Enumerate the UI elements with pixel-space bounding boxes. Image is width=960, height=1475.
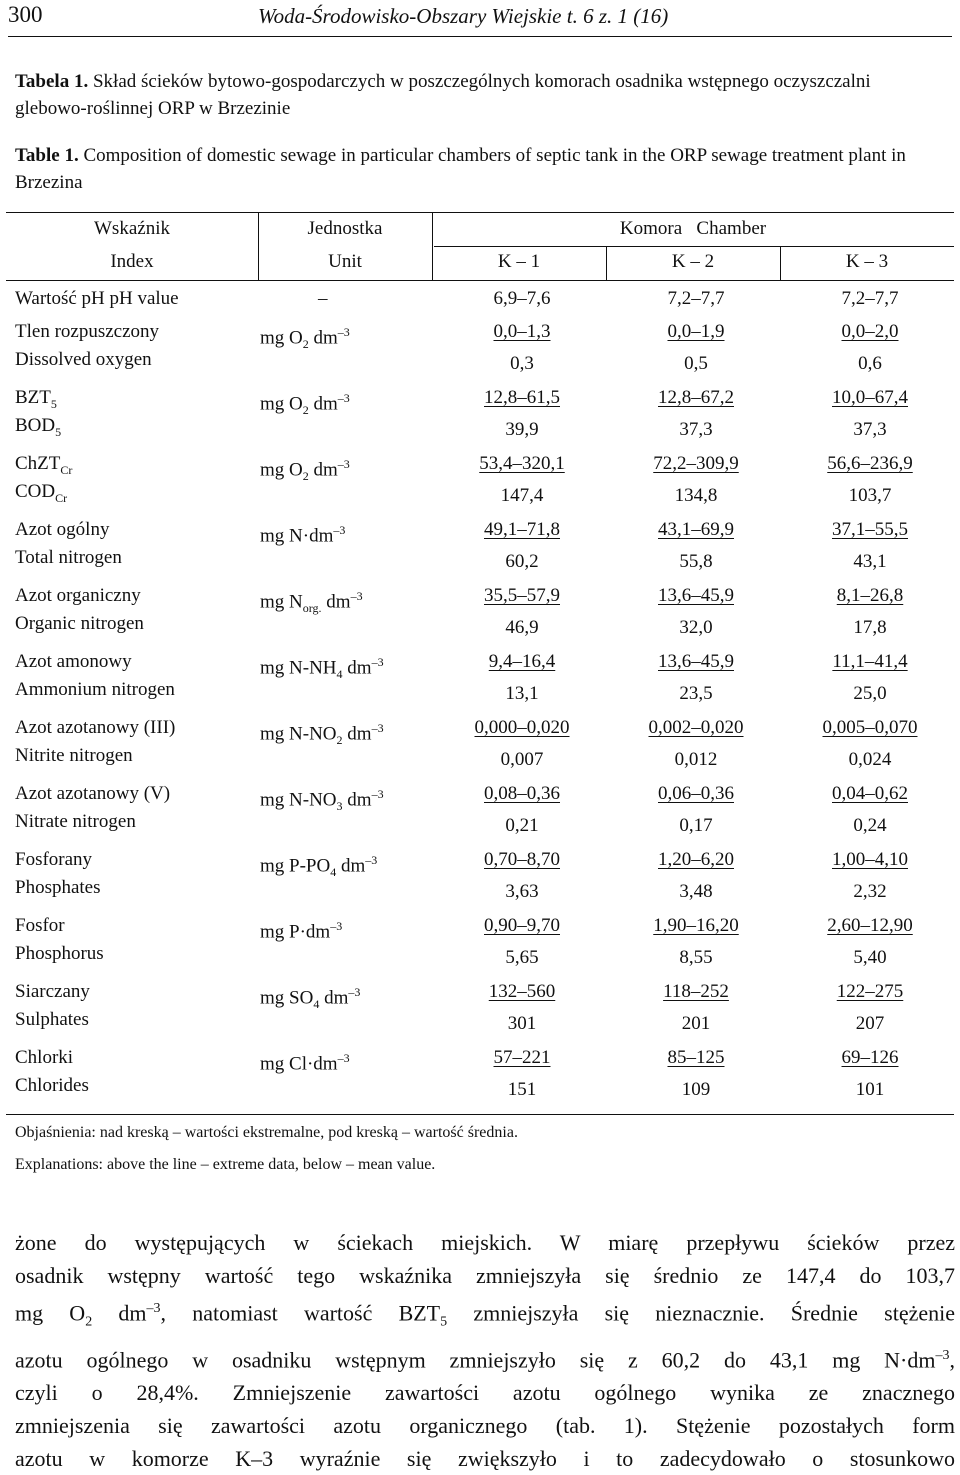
cell-range-k2 (608, 648, 784, 676)
row-label-en-sub: Cr (55, 490, 68, 505)
body-line: zmniejszenia się zawartości azotu organicznego (tab. 1). Stężenie pozostałych form (15, 1413, 955, 1439)
header-rule (8, 36, 952, 37)
ph-k3: 7,2–7,7 (841, 288, 899, 309)
row-label-pl-text: Fosforany (15, 849, 93, 870)
cell-mean-k3: 2,32 (853, 881, 887, 902)
table-head-rule (6, 280, 954, 281)
cell-mean-k1: 0,3 (510, 353, 534, 374)
cell-range-k1 (434, 450, 610, 478)
cell-range-k3 (782, 318, 958, 346)
caption-english-label: Table 1. (15, 145, 79, 166)
range-value: 8,1–26,8 (836, 585, 904, 606)
cell-mean-k2: 0,5 (684, 353, 708, 374)
range-value: 13,6–45,9 (658, 585, 734, 606)
range-value: 11,1–41,4 (832, 651, 908, 672)
row-label-en (15, 478, 67, 512)
page-number: 300 (8, 2, 43, 27)
table-bottom-rule (6, 1114, 954, 1115)
range-value: 0,002–0,020 (648, 717, 744, 738)
unit-superscript: –3 (371, 787, 384, 801)
cell-range-k3 (782, 582, 958, 610)
row-label-en-sub: 5 (55, 424, 62, 439)
row-label-pl-text: ChZT (15, 453, 61, 474)
cell-range-k3 (782, 648, 958, 676)
cell-mean-k1: 3,63 (505, 881, 539, 902)
cell-mean-k1: 46,9 (505, 617, 539, 638)
row-label-pl (15, 648, 132, 676)
cell-mean-k3: 43,1 (853, 551, 887, 572)
ph-k2: 7,2–7,7 (667, 288, 725, 309)
body-line-part: mg O (15, 1300, 86, 1326)
row-label-en-text: Nitrate nitrogen (15, 811, 136, 832)
row-unit (260, 384, 350, 424)
row-label-pl (15, 912, 65, 940)
row-label-pl-text: Azot ogólny (15, 519, 110, 540)
unit-superscript: –3 (371, 655, 384, 669)
header-k1: K – 1 (497, 251, 541, 272)
cell-mean-k1: 0,007 (500, 749, 544, 770)
cell-mean-k3: 5,40 (853, 947, 887, 968)
cell-range-k2 (608, 780, 784, 808)
range-value: 9,4–16,4 (488, 651, 556, 672)
row-label-en-text: COD (15, 481, 56, 502)
row-label-en (15, 1006, 89, 1034)
ph-label: Wartość pH pH value (15, 288, 179, 309)
row-label-pl-text: BZT (15, 387, 51, 408)
unit-superscript: –3 (330, 919, 343, 933)
body-line: azotu w komorze K–3 wyraźnie się zwiększyło i to zadecydowało o stosunkowo (15, 1446, 955, 1472)
body-paragraph (15, 1226, 955, 1475)
cell-mean-k3: 0,024 (848, 749, 892, 770)
cell-range-k3 (782, 384, 958, 412)
unit-dm: dm (342, 657, 372, 679)
cell-mean-k2: 32,0 (679, 617, 713, 638)
range-value: 1,00–4,10 (832, 849, 908, 870)
ph-k1: 6,9–7,6 (493, 288, 551, 309)
cell-range-k1 (434, 714, 610, 742)
row-label-pl-text: Azot azotanowy (V) (15, 783, 171, 804)
cell-mean-k2: 0,17 (679, 815, 713, 836)
row-unit (260, 516, 345, 550)
row-unit (260, 714, 384, 754)
cell-mean-k2: 109 (681, 1079, 711, 1100)
body-line-part: dm (92, 1300, 147, 1326)
cell-range-k3 (782, 846, 958, 874)
unit-subscript: 2 (302, 403, 309, 418)
row-label-pl (15, 846, 92, 874)
cell-range-k2 (608, 384, 784, 412)
cell-mean-k2: 8,55 (679, 947, 713, 968)
range-value: 35,5–57,9 (484, 585, 560, 606)
row-label-pl (15, 516, 109, 544)
row-label-pl (15, 318, 159, 346)
unit-base: mg O (260, 393, 303, 415)
row-label-en (15, 346, 152, 374)
cell-range-k3 (782, 912, 958, 940)
header-unit-pl: Jednostka (307, 218, 383, 239)
cell-range-k1 (434, 978, 610, 1006)
caption-polish-text: Skład ścieków bytowo-gospodarczych w poszczególnych komorach osadnika wstępnego oczyszczalni glebowo-roślinnej ORP w Brzezinie (15, 71, 871, 119)
unit-dm: dm (308, 459, 338, 481)
unit-base: mg N (260, 591, 303, 613)
header-indicator-pl: Wskaźnik (94, 218, 170, 239)
row-label-pl-text: Azot azotanowy (III) (15, 717, 176, 738)
row-label-pl-sub: Cr (60, 462, 73, 477)
caption-english-text: Composition of domestic sewage in particular chambers of septic tank in the ORP sewage treatment plant in Brzezina (15, 145, 906, 193)
unit-dm: dm (321, 591, 351, 613)
unit-subscript: 4 (336, 667, 343, 682)
range-value: 0,04–0,62 (832, 783, 908, 804)
range-value: 0,08–0,36 (484, 783, 560, 804)
row-label-en-text: Sulphates (15, 1009, 89, 1030)
cell-range-k2 (608, 978, 784, 1006)
row-label-en-text: Organic nitrogen (15, 613, 144, 634)
body-line-part: , (949, 1347, 955, 1373)
cell-mean-k2: 23,5 (679, 683, 713, 704)
row-unit (260, 780, 384, 820)
body-line-part: azotu ogólnego w osadniku wstępnym zmniejszyło się z 60,2 do 43,1 mg N·dm (15, 1347, 936, 1373)
cell-range-k2 (608, 714, 784, 742)
range-value: 56,6–236,9 (827, 453, 913, 474)
cell-range-k3 (782, 714, 958, 742)
cell-mean-k1: 5,65 (505, 947, 539, 968)
cell-mean-k2: 201 (681, 1013, 711, 1034)
range-value: 0,0–1,9 (667, 321, 725, 342)
row-label-en-text: Dissolved oxygen (15, 349, 152, 370)
body-superscript: –3 (146, 1301, 161, 1316)
unit-subscript: 4 (313, 997, 320, 1012)
unit-superscript: –3 (337, 457, 350, 471)
range-value: 1,90–16,20 (653, 915, 739, 936)
unit-dm: dm (342, 723, 372, 745)
ph-unit: – (318, 288, 328, 309)
range-value: 0,70–8,70 (484, 849, 560, 870)
row-label-en (15, 676, 175, 704)
cell-range-k3 (782, 780, 958, 808)
unit-subscript: 2 (302, 337, 309, 352)
cell-mean-k2: 0,012 (674, 749, 718, 770)
cell-range-k2 (608, 450, 784, 478)
cell-range-k1 (434, 648, 610, 676)
row-label-pl-text: Siarczany (15, 981, 90, 1002)
unit-base: mg N-NO (260, 789, 337, 811)
range-value: 1,20–6,20 (658, 849, 734, 870)
row-label-pl (15, 582, 141, 610)
cell-mean-k3: 103,7 (848, 485, 892, 506)
unit-superscript: –3 (348, 985, 361, 999)
row-label-pl (15, 1044, 73, 1072)
range-value: 43,1–69,9 (658, 519, 734, 540)
table-top-rule (6, 212, 954, 213)
row-label-en (15, 940, 104, 968)
unit-superscript: –3 (337, 391, 350, 405)
cell-mean-k1: 0,21 (505, 815, 539, 836)
unit-superscript: –3 (337, 1051, 350, 1065)
row-label-pl (15, 714, 175, 742)
body-line-part: osadnik wstępny wartość tego wskaźnika zmniejszyła się średnio ze 147,4 do 103,7 (15, 1263, 955, 1288)
unit-base: mg Cl·dm (260, 1053, 338, 1075)
cell-mean-k3: 0,24 (853, 815, 887, 836)
row-label-pl-text: Fosfor (15, 915, 65, 936)
cell-range-k1 (434, 384, 610, 412)
cell-mean-k1: 39,9 (505, 419, 539, 440)
unit-superscript: –3 (337, 325, 350, 339)
cell-range-k2 (608, 912, 784, 940)
cell-range-k3 (782, 450, 958, 478)
caption-polish (15, 68, 945, 122)
header-indicator-en: Index (110, 251, 154, 272)
cell-mean-k1: 147,4 (500, 485, 544, 506)
cell-range-k1 (434, 846, 610, 874)
row-label-pl (15, 978, 90, 1006)
row-label-en-text: Phosphorus (15, 943, 104, 964)
note-polish: Objaśnienia: nad kreską – wartości ekstremalne, pod kreską – wartość średnia. (15, 1124, 518, 1141)
unit-superscript: –3 (333, 523, 346, 537)
range-value: 10,0–67,4 (832, 387, 908, 408)
unit-base: mg N·dm (260, 525, 334, 547)
caption-polish-label: Tabela 1. (15, 71, 89, 92)
row-label-en-text: Nitrite nitrogen (15, 745, 133, 766)
caption-english (15, 142, 945, 196)
cell-mean-k3: 207 (855, 1013, 885, 1034)
cell-mean-k1: 151 (507, 1079, 537, 1100)
unit-base: mg O (260, 327, 303, 349)
cell-mean-k1: 301 (507, 1013, 537, 1034)
unit-base: mg SO (260, 987, 314, 1009)
range-value: 0,005–0,070 (822, 717, 918, 738)
page-header (0, 0, 960, 40)
row-label-en (15, 1072, 89, 1100)
cell-range-k1 (434, 1044, 610, 1072)
unit-subscript: 4 (330, 865, 337, 880)
range-value: 132–560 (488, 981, 556, 1002)
range-value: 118–252 (663, 981, 729, 1002)
cell-range-k2 (608, 516, 784, 544)
body-line-part: , natomiast wartość BZT (160, 1300, 441, 1326)
row-label-en-text: Chlorides (15, 1075, 89, 1096)
unit-dm: dm (319, 987, 349, 1009)
range-value: 53,4–320,1 (479, 453, 565, 474)
body-line-part: zmniejszyła się nieznacznie. Średnie stężenie (447, 1300, 955, 1326)
range-value: 13,6–45,9 (658, 651, 734, 672)
range-value: 2,60–12,90 (827, 915, 913, 936)
header-chamber: Komora Chamber (619, 218, 767, 239)
body-line: żone do występujących w ściekach miejskich. W miarę przepływu ścieków przez (15, 1230, 955, 1255)
cell-mean-k3: 37,3 (853, 419, 887, 440)
row-label-en (15, 742, 133, 770)
cell-mean-k2: 3,48 (679, 881, 713, 902)
note-english: Explanations: above the line – extreme data, below – mean value. (15, 1156, 436, 1173)
cell-range-k1 (434, 582, 610, 610)
header-k2: K – 2 (671, 251, 715, 272)
range-value: 37,1–55,5 (832, 519, 908, 540)
header-unit-en: Unit (328, 251, 362, 272)
row-unit (260, 318, 350, 358)
cell-mean-k3: 0,6 (858, 353, 882, 374)
unit-base: mg N-NO (260, 723, 337, 745)
cell-range-k3 (782, 1044, 958, 1072)
row-unit (260, 978, 360, 1018)
body-superscript: –3 (935, 1347, 950, 1363)
unit-base: mg P-PO (260, 855, 331, 877)
range-value: 0,90–9,70 (484, 915, 560, 936)
cell-range-k2 (608, 1044, 784, 1072)
journal-title: Woda-Środowisko-Obszary Wiejskie t. 6 z. 1 (16) (258, 4, 669, 28)
row-unit (260, 582, 363, 622)
range-value: 85–125 (667, 1047, 725, 1068)
row-label-en-text: BOD (15, 415, 56, 436)
row-label-pl-text: Azot organiczny (15, 585, 141, 606)
row-label-en (15, 874, 101, 902)
unit-dm: dm (308, 327, 338, 349)
unit-subscript: 2 (302, 469, 309, 484)
body-line: czyli o 28,4%. Zmniejszenie zawartości azotu ogólnego wynika ze znacznego (15, 1380, 955, 1406)
cell-range-k1 (434, 318, 610, 346)
range-value: 12,8–61,5 (484, 387, 560, 408)
unit-dm: dm (308, 393, 338, 415)
unit-superscript: –3 (350, 589, 363, 603)
body-subscript: 2 (85, 1314, 93, 1330)
unit-base: mg P·dm (260, 921, 331, 943)
range-value: 49,1–71,8 (484, 519, 560, 540)
body-line (15, 1259, 955, 1292)
row-label-pl-sub: 5 (50, 396, 57, 411)
unit-dm: dm (342, 789, 372, 811)
row-label-en (15, 544, 122, 572)
unit-dm: dm (336, 855, 366, 877)
unit-base: mg N-NH (260, 657, 337, 679)
unit-superscript: –3 (365, 853, 378, 867)
cell-mean-k1: 13,1 (505, 683, 539, 704)
unit-subscript: 2 (336, 733, 343, 748)
unit-base: mg O (260, 459, 303, 481)
unit-subscript: 3 (336, 799, 343, 814)
cell-range-k1 (434, 516, 610, 544)
row-unit (260, 1044, 350, 1078)
cell-range-k3 (782, 516, 958, 544)
cell-range-k1 (434, 912, 610, 940)
body-line (15, 1339, 955, 1376)
cell-mean-k3: 25,0 (853, 683, 887, 704)
row-label-en (15, 412, 61, 446)
row-label-pl-text: Chlorki (15, 1047, 74, 1068)
row-label-en-text: Phosphates (15, 877, 101, 898)
row-label-pl-text: Azot amonowy (15, 651, 132, 672)
body-line (15, 1292, 955, 1339)
range-value: 69–126 (841, 1047, 899, 1068)
cell-mean-k2: 134,8 (674, 485, 718, 506)
header-k3: K – 3 (845, 251, 889, 272)
row-label-pl (15, 780, 170, 808)
row-label-en (15, 808, 136, 836)
row-label-en-text: Ammonium nitrogen (15, 679, 175, 700)
cell-mean-k2: 55,8 (679, 551, 713, 572)
cell-range-k2 (608, 318, 784, 346)
cell-mean-k1: 60,2 (505, 551, 539, 572)
row-unit (260, 912, 342, 946)
unit-superscript: –3 (371, 721, 384, 735)
body-subscript: 5 (440, 1314, 448, 1330)
cell-mean-k3: 17,8 (853, 617, 887, 638)
row-label-en-text: Total nitrogen (15, 547, 122, 568)
row-unit (260, 846, 377, 886)
chamber-subrule (434, 246, 954, 247)
cell-range-k1 (434, 780, 610, 808)
range-value: 57–221 (493, 1047, 551, 1068)
range-value: 72,2–309,9 (653, 453, 739, 474)
range-value: 0,000–0,020 (474, 717, 570, 738)
row-unit (260, 450, 350, 490)
range-value: 122–275 (836, 981, 904, 1002)
row-unit (260, 648, 384, 688)
cell-range-k2 (608, 846, 784, 874)
range-value: 0,06–0,36 (658, 783, 734, 804)
range-value: 0,0–1,3 (493, 321, 551, 342)
cell-mean-k3: 101 (855, 1079, 885, 1100)
cell-range-k2 (608, 582, 784, 610)
unit-subscript: org. (302, 601, 322, 616)
range-value: 0,0–2,0 (841, 321, 899, 342)
range-value: 12,8–67,2 (658, 387, 734, 408)
cell-range-k3 (782, 978, 958, 1006)
row-label-en (15, 610, 144, 638)
cell-mean-k2: 37,3 (679, 419, 713, 440)
row-label-pl-text: Tlen rozpuszczony (15, 321, 160, 342)
